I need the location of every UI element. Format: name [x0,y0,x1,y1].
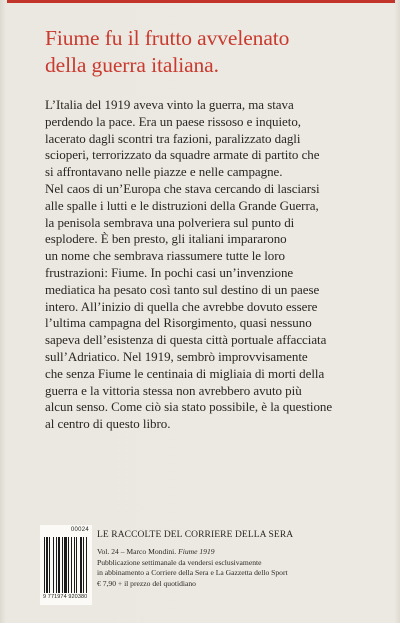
volume-line [97,547,389,558]
headline-line-2: della guerra italiana. [45,53,219,77]
barcode-bars-icon [44,537,88,593]
blurb-line: un nome che sembrava riassumere tutte le loro [45,248,285,264]
blurb-line: esplodere. È ben presto, gli italiani impararono [45,231,287,247]
blurb-line: mediatica ha pesato così tanto sul destino di un paese [45,281,320,297]
blurb-line: frustrazioni: Fiume. In pochi casi un’invenzione [45,264,294,280]
volume-title: Fiume 1919 [178,547,215,556]
publication-note: Pubblicazione settimanale da vendersi esclusivamente [97,557,262,567]
blurb-line: l’ultima campagna del Risorgimento, quasi nessuno [45,315,312,331]
blurb-line: alcun senso. Come ciò sia stato possibile, è la questione [45,399,333,415]
blurb-line: guerra e la vittoria stessa non avrebbero avuto più [45,382,302,398]
distribution-note: in abbinamento a Corriere della Sera e La Gazzetta dello Sport [97,568,288,578]
top-red-rule [7,0,395,3]
headline [45,25,375,79]
blurb-line: si affrontavano nelle piazze e nelle campagne. [45,164,283,180]
blurb-line: sull’Adriatico. Nel 1919, sembrò improvvisamente [45,348,308,364]
headline-line-1: Fiume fu il frutto avvelenato [45,26,290,50]
blurb-line: scioperi, terrorizzato da squadre armate di partito che [45,147,320,163]
blurb-line: al centro di questo libro. [45,416,171,432]
barcode [40,525,92,605]
blurb-text [45,97,375,433]
blurb-line: intero. All’inizio di quella che avrebbe dovuto essere [45,298,318,314]
blurb-line: alle spalle i lutti e le distruzioni della Grande Guerra, [45,197,319,213]
blurb-line: la penisola sembrava una polveriera sul punto di [45,214,295,230]
series-title: LE RACCOLTE DEL CORRIERE DELLA SERA [97,530,294,540]
barcode-number: 9 771974 920380 [43,594,88,600]
volume-prefix: Vol. 24 – Marco Mondini. [97,547,179,556]
blurb-line: sapeva dell’esistenza di questa città portuale affacciata [45,332,327,348]
blurb-line: lacerato dagli scontri tra fazioni, paralizzato dagli [45,130,301,146]
blurb-line: che senza Fiume le centinaia di migliaia di morti della [45,365,325,381]
blurb-line: Nel caos di un’Europa che stava cercando di lasciarsi [45,180,320,196]
price-line: € 7,90 + il prezzo del quotidiano [97,578,196,588]
colophon [97,529,389,589]
blurb-line: perdendo la pace. Era un paese rissoso e inquieto, [45,113,301,129]
barcode-issue-code: 00024 [70,527,89,533]
blurb-line: L’Italia del 1919 aveva vinto la guerra, ma stava [45,97,294,112]
